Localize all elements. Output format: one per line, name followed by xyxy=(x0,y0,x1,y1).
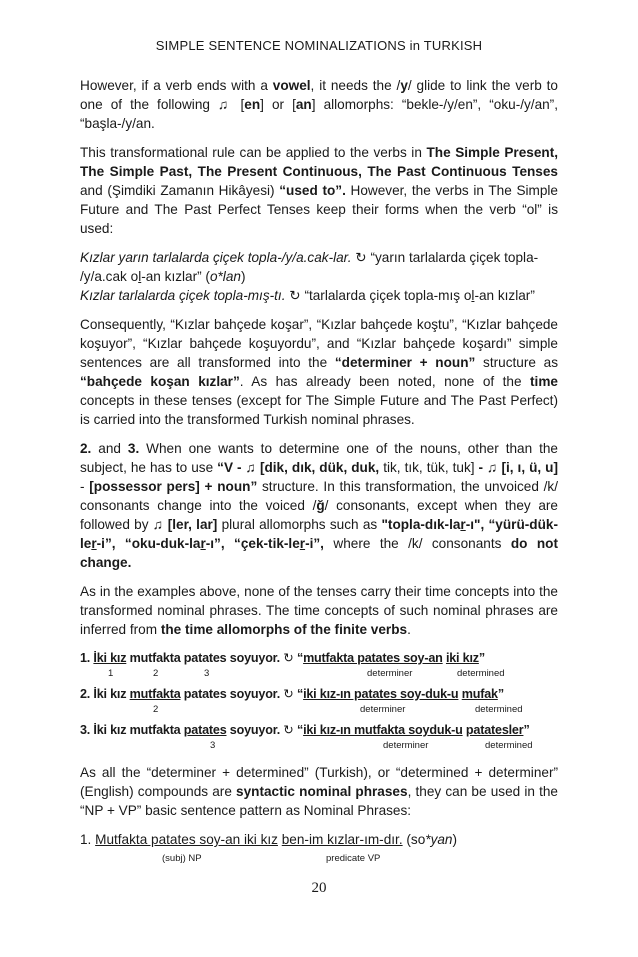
page-body xyxy=(80,76,558,863)
running-header: SIMPLE SENTENCE NOMINALIZATIONS in TURKISH xyxy=(155,38,483,53)
numbered-example-2: 2. İki kız mutfakta patates soyuyor. ↻ “iki kız-ın patates soy-duk-u mufak” 2 determiner determined xyxy=(80,685,558,717)
paragraph-consequently: Consequently, “Kızlar bahçede koşar”, “Kızlar bahçede koştu”, “Kızlar bahçede koşuyor”, “Kızlar bahçede koşuyordu”, and “Kızlar bahçede koşardı” simple sentences are all transformed into the “determiner + noun” structure as “bahçede koşan kızlar”. As has already been noted, none of the time concepts in these tenses (except for The Simple Future and The Past Perfect) is carried into the transformed Turkish nominal phrases. xyxy=(80,317,559,427)
final-example: 1. Mutfakta patates soy-an iki kız ben-im kızlar-ım-dır. (so*yan) (subj) NP predicate VP xyxy=(80,830,558,863)
transform-arrow-icon: ↻ xyxy=(351,250,371,265)
annotation-line: 1 2 3 determiner determined xyxy=(108,668,505,679)
paragraph-syntactic-phrases: As all the “determiner + determined” (Turkish), or “determined + determiner” (English) compounds are syntactic nominal phrases, they can be used in the “NP + VP” basic sentence pattern as Nominal Phrases: xyxy=(80,765,558,818)
example-line: /y/a.cak ol-an kızlar” (o*lan) xyxy=(80,269,246,284)
transform-arrow-icon: ↻ xyxy=(280,687,297,701)
numbered-example-3: 3. İki kız mutfakta patates soyuyor. ↻ “iki kız-ın mutfakta soyduk-u patatesler” 3 determiner determined xyxy=(80,721,558,753)
paragraph-time-concepts: As in the examples above, none of the tenses carry their time concepts into the transformed nominal phrases. The time concepts of such nominal phrases are inferred from the time allomorphs of the finite verbs. xyxy=(80,584,558,637)
paragraph-vowel-glide: However, if a verb ends with a vowel, it needs the /y/ glide to link the verb to one of the following ♫ [en] or [an] allomorphs: “bekle-/y/en”, “oku-/y/an”, “başla-/y/an. xyxy=(80,78,558,131)
annotation-line: 3 determiner determined xyxy=(210,740,533,751)
annotation-line: (subj) NP predicate VP xyxy=(162,853,381,864)
example-line: Kızlar yarın tarlalarda çiçek topla-/y/a.cak-lar. ↻ “yarın tarlalarda çiçek topla- xyxy=(80,250,539,265)
transform-arrow-icon: ↻ xyxy=(285,288,305,303)
transform-arrow-icon: ↻ xyxy=(280,723,297,737)
example-line: Kızlar tarlalarda çiçek topla-mış-tı. ↻ “tarlalarda çiçek topla-mış ol-an kızlar” xyxy=(80,288,535,303)
numbered-example-1: 1. İki kız mutfakta patates soyuyor. ↻ “mutfakta patates soy-an iki kız” 1 2 3 determiner determined xyxy=(80,649,558,681)
annotation-line: 2 determiner determined xyxy=(153,704,523,715)
paragraph-transformational-rule: This transformational rule can be applied to the verbs in The Simple Present, The Simple Past, The Present Continuous, The Past Continuous Tenses and (Şimdiki Zamanın Hikâyesi) “used to”. However, the verbs in The Simple Future and The Past Perfect Tenses keep their forms when the verb “ol” is used: xyxy=(80,145,558,236)
transform-arrow-icon: ↻ xyxy=(280,651,297,665)
paragraph-determine-nouns: 2. and 3. When one wants to determine one of the nouns, other than the subject, he has to use “V - ♫ [dik, dık, dük, duk, tik, tık, tük, tuk] - ♫ [i, ı, ü, u] - [possessor pers] + noun” structure. In this transformation, the unvoiced /k/ consonants change into the voiced /ğ/ consonants, except when they are followed by ♫ [ler, lar] plural allomorphs such as "topla-dık-lar-ı", “yürü-dük-ler-i”, “oku-duk-lar-ı”, “çek-tik-ler-i”, where the /k/ consonants do not change. xyxy=(80,441,559,570)
page-number: 20 xyxy=(311,880,327,896)
example-block-ol xyxy=(80,248,558,305)
